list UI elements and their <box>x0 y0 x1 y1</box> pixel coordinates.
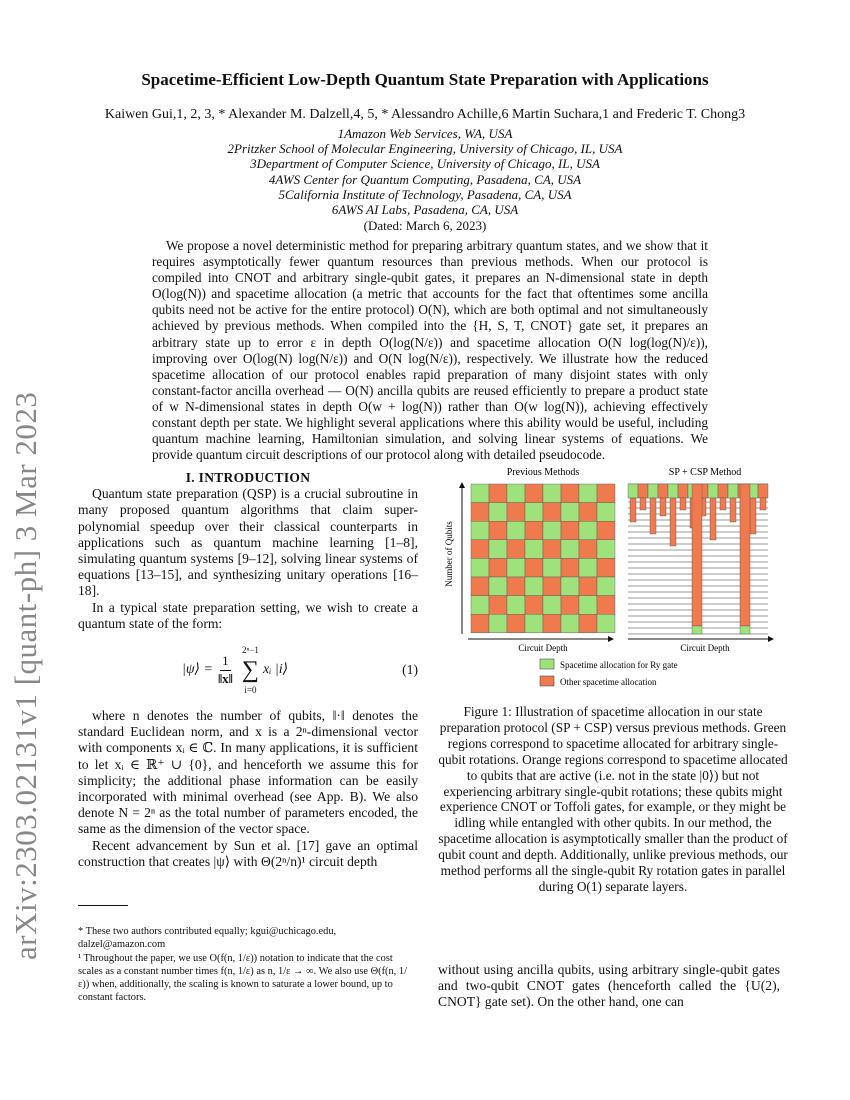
allocation-cell <box>525 503 543 522</box>
allocation-bar <box>760 498 766 510</box>
allocation-cell <box>489 577 507 596</box>
intro-paragraph-2: In a typical state preparation setting, we wish to create a quantum state of the form: <box>78 599 418 631</box>
right-column-paragraph: without using ancilla qubits, using arbitrary single-qubit gates and two-qubit CNOT gates (henceforth called the {U(2), CNOT} gate set). On the other hand, one can <box>438 962 780 1010</box>
allocation-cell <box>543 484 561 503</box>
allocation-cell <box>507 614 525 633</box>
allocation-cell <box>525 558 543 577</box>
allocation-cell <box>708 484 718 498</box>
allocation-cell <box>489 596 507 615</box>
sp-csp-grid <box>628 484 768 634</box>
allocation-cell <box>561 596 579 615</box>
sum-upper-limit: 2ⁿ−1 <box>241 644 259 655</box>
sum-symbol: ∑ <box>241 657 259 684</box>
affiliations <box>0 126 850 233</box>
allocation-cell <box>658 484 668 498</box>
footnote-1: ¹ Throughout the paper, we use O(f(n, 1/ε)) notation to indicate that the cost scales as a constant number times f(n, 1/ε) as n, 1/ε → ∞. We also use Θ(f(n, 1/ε)) when, additionally, the scaling is known to saturate a lower bound, up to constant factors. <box>78 953 407 1003</box>
allocation-cell <box>543 503 561 522</box>
allocation-cell <box>543 577 561 596</box>
allocation-cell <box>579 540 597 559</box>
allocation-cell <box>668 484 678 498</box>
allocation-cell <box>648 484 658 498</box>
legend-label-green: Spacetime allocation for Ry gate <box>560 660 678 670</box>
affiliation-2: 2Pritzker School of Molecular Engineering, University of Chicago, IL, USA <box>227 141 623 157</box>
allocation-cell <box>561 540 579 559</box>
allocation-bar <box>670 498 676 546</box>
allocation-cell <box>525 540 543 559</box>
allocation-bar <box>640 498 646 510</box>
allocation-cell <box>489 558 507 577</box>
allocation-cell <box>728 484 738 498</box>
x-axis-label-left: Circuit Depth <box>518 643 568 653</box>
allocation-cell <box>543 558 561 577</box>
affiliation-3: 3Department of Computer Science, University of Chicago, IL, USA <box>250 156 600 172</box>
equation-lhs: |ψ⟩ = <box>182 661 213 677</box>
allocation-cell <box>597 558 615 577</box>
allocation-cell <box>489 540 507 559</box>
allocation-cell <box>597 577 615 596</box>
intro-paragraph-3: where n denotes the number of qubits, ‖·‖ denotes the standard Euclidean norm, and x is a 2ⁿ-dimensional vector with components xᵢ ∈ ℂ. In many applications, it is sufficient to let xᵢ ∈ ℝ⁺ ∪ {0}, and henceforth we assume this for simplicity; the additional phase information can be easily incorporated with minimal overhead (see App. B). We also denote N = 2ⁿ as the total number of parameters encoded, the same as the dimension of the vector space. <box>78 708 418 837</box>
panel-left-title: Previous Methods <box>506 467 580 478</box>
allocation-cell <box>543 540 561 559</box>
allocation-cell <box>579 614 597 633</box>
allocation-cell <box>579 558 597 577</box>
allocation-cell <box>718 484 728 498</box>
x-axis-label-right: Circuit Depth <box>680 643 730 653</box>
allocation-cell <box>525 484 543 503</box>
paper-title: Spacetime-Efficient Low-Depth Quantum State Preparation with Applications <box>141 70 709 89</box>
allocation-cell <box>489 484 507 503</box>
allocation-cell <box>740 626 750 634</box>
equation-number: (1) <box>402 661 418 677</box>
allocation-cell <box>692 626 702 634</box>
allocation-cell <box>471 521 489 540</box>
equation-body <box>182 642 288 698</box>
allocation-cell <box>758 484 768 498</box>
affiliation-4: 4AWS Center for Quantum Computing, Pasadena, CA, USA <box>268 171 582 187</box>
allocation-bar <box>710 498 716 540</box>
abstract-text: We propose a novel deterministic method for preparing arbitrary quantum states, and we show that it requires asymptotically fewer quantum resources than previous methods. When our protocol is compiled into CNOT and arbitrary single-qubit gates, it prepares an N-dimensional state in depth O(log(N)) and spacetime allocation (a metric that accounts for the fact that oftentimes some ancilla qubits need not be active for the entire protocol) O(N), which are both optimal and not simultaneously achieved by previous methods. When compiled into the {H, S, T, CNOT} gate set, it prepares an arbitrary state up to error ε in depth O(log(N/ε)) and spacetime allocation O(N log(log(N)/ε)), improving over O(log(N) log(N/ε)) and O(N log(N/ε)), respectively. We illustrate how the reduced spacetime allocation of our protocol enables rapid preparation of many disjoint states with only constant-factor ancilla overhead — O(N) ancilla qubits are reused efficiently to prepare a product state of w N-dimensional states in depth O(w + log(N)) rather than O(w log(N)), achieving effectively constant depth per state. We highlight several applications where this ability would be useful, including quantum machine learning, Hamiltonian simulation, and solving linear systems of equations. We provide quantum circuit descriptions of our protocol along with detailed pseudocode. <box>152 238 708 463</box>
allocation-bar <box>740 484 750 626</box>
panel-right-title: SP + CSP Method <box>668 467 742 478</box>
left-column <box>78 470 418 870</box>
allocation-cell <box>561 503 579 522</box>
allocation-bar <box>730 498 736 522</box>
section-heading-introduction: I. INTRODUCTION <box>185 470 311 485</box>
allocation-cell <box>597 614 615 633</box>
allocation-cell <box>579 596 597 615</box>
allocation-cell <box>543 614 561 633</box>
allocation-bar <box>720 498 726 510</box>
allocation-cell <box>597 503 615 522</box>
allocation-cell <box>561 484 579 503</box>
allocation-cell <box>561 614 579 633</box>
allocation-cell <box>561 558 579 577</box>
allocation-cell <box>543 521 561 540</box>
intro-paragraph-1: Quantum state preparation (QSP) is a crucial subroutine in many proposed quantum algorithms that claim super-polynomial speedup over their classical counterparts in applications such as quantum machine learning [1–8], simulating quantum systems [9–12], solving linear systems of equations [13–15], and synthesizing unitary operations [16–18]. <box>78 486 418 599</box>
x-axis-arrowhead-right <box>768 636 774 642</box>
date-line: (Dated: March 6, 2023) <box>363 218 487 234</box>
allocation-bar <box>660 498 666 516</box>
allocation-cell <box>628 484 638 498</box>
allocation-bar <box>750 498 756 534</box>
allocation-cell <box>597 521 615 540</box>
allocation-cell <box>579 577 597 596</box>
allocation-cell <box>561 577 579 596</box>
allocation-cell <box>579 484 597 503</box>
allocation-cell <box>507 577 525 596</box>
footnote-equal-contribution: * These two authors contributed equally; kgui@uchicago.edu, dalzel@amazon.com <box>78 926 337 950</box>
allocation-cell <box>507 558 525 577</box>
allocation-cell <box>471 577 489 596</box>
footnote-rule <box>78 905 128 906</box>
right-column-text <box>438 962 780 1010</box>
allocation-cell <box>489 521 507 540</box>
allocation-bar <box>630 498 636 522</box>
affiliation-6: 6AWS AI Labs, Pasadena, CA, USA <box>331 202 519 218</box>
allocation-cell <box>525 577 543 596</box>
allocation-cell <box>507 540 525 559</box>
affiliation-5: 5California Institute of Technology, Pasadena, CA, USA <box>278 186 572 202</box>
allocation-cell <box>597 596 615 615</box>
author-list: Kaiwen Gui,1, 2, 3, * Alexander M. Dalzell,4, 5, * Alessandro Achille,6 Martin Suchara,1 and Frederic T. Chong3 <box>104 107 746 122</box>
allocation-cell <box>471 540 489 559</box>
allocation-cell <box>579 503 597 522</box>
footnotes <box>78 925 418 1005</box>
affiliation-1: 1Amazon Web Services, WA, USA <box>337 126 513 141</box>
figure-1-graphic <box>440 462 792 707</box>
allocation-cell <box>638 484 648 498</box>
allocation-cell <box>525 521 543 540</box>
allocation-cell <box>471 558 489 577</box>
legend-swatch-green <box>540 659 554 669</box>
allocation-cell <box>597 484 615 503</box>
y-axis-arrowhead <box>459 482 465 488</box>
figure-1 <box>440 462 792 707</box>
abstract <box>152 238 708 463</box>
equation-1 <box>78 644 418 696</box>
y-axis-label: Number of Qubits <box>444 521 454 587</box>
equation-term: xᵢ |i⟩ <box>263 661 289 677</box>
allocation-bar <box>650 498 656 534</box>
sum-lower-limit: i=0 <box>244 685 257 696</box>
allocation-cell <box>507 596 525 615</box>
legend-label-orange: Other spacetime allocation <box>560 677 657 687</box>
allocation-cell <box>507 521 525 540</box>
allocation-cell <box>471 614 489 633</box>
allocation-cell <box>525 596 543 615</box>
equation-fraction <box>218 653 233 686</box>
previous-methods-grid <box>471 484 615 633</box>
intro-paragraph-4: Recent advancement by Sun et al. [17] gave an optimal construction that creates |ψ⟩ with Θ(2ⁿ/n)¹ circuit depth <box>78 837 418 869</box>
summation <box>242 642 259 698</box>
fraction-numerator: 1 <box>220 653 231 670</box>
allocation-cell <box>561 521 579 540</box>
fraction-denominator: ‖x‖ <box>217 670 233 686</box>
allocation-cell <box>678 484 688 498</box>
allocation-cell <box>489 614 507 633</box>
allocation-cell <box>507 484 525 503</box>
allocation-cell <box>579 521 597 540</box>
allocation-bar <box>680 498 686 510</box>
allocation-cell <box>597 540 615 559</box>
figure-caption: Figure 1: Illustration of spacetime allocation in our state preparation protocol (SP + CSP) versus previous methods. Green regions correspond to spacetime allocated for arbitrary single-qubit rotations. Orange regions correspond to spacetime allocated to qubits that are active (i.e. not in the state |0⟩) but not experiencing arbitrary single-qubit rotations; these qubits might experience CNOT or Toffoli gates, for example, or they might be idling while entangled with other qubits. In our method, the spacetime allocation is asymptotically smaller than the product of qubit count and depth. Additionally, unlike previous methods, our method performs all the single-qubit Ry rotation gates in parallel during O(1) separate layers. <box>438 704 788 894</box>
allocation-cell <box>471 484 489 503</box>
allocation-cell <box>471 503 489 522</box>
arxiv-identifier: arXiv:2303.02131v1 [quant-ph] 3 Mar 2023 <box>8 391 43 960</box>
allocation-cell <box>525 614 543 633</box>
legend-swatch-orange <box>540 676 554 686</box>
allocation-cell <box>507 503 525 522</box>
allocation-bar <box>692 484 702 626</box>
x-axis-arrowhead-left <box>608 636 614 642</box>
allocation-cell <box>489 503 507 522</box>
allocation-cell <box>543 596 561 615</box>
allocation-cell <box>471 596 489 615</box>
